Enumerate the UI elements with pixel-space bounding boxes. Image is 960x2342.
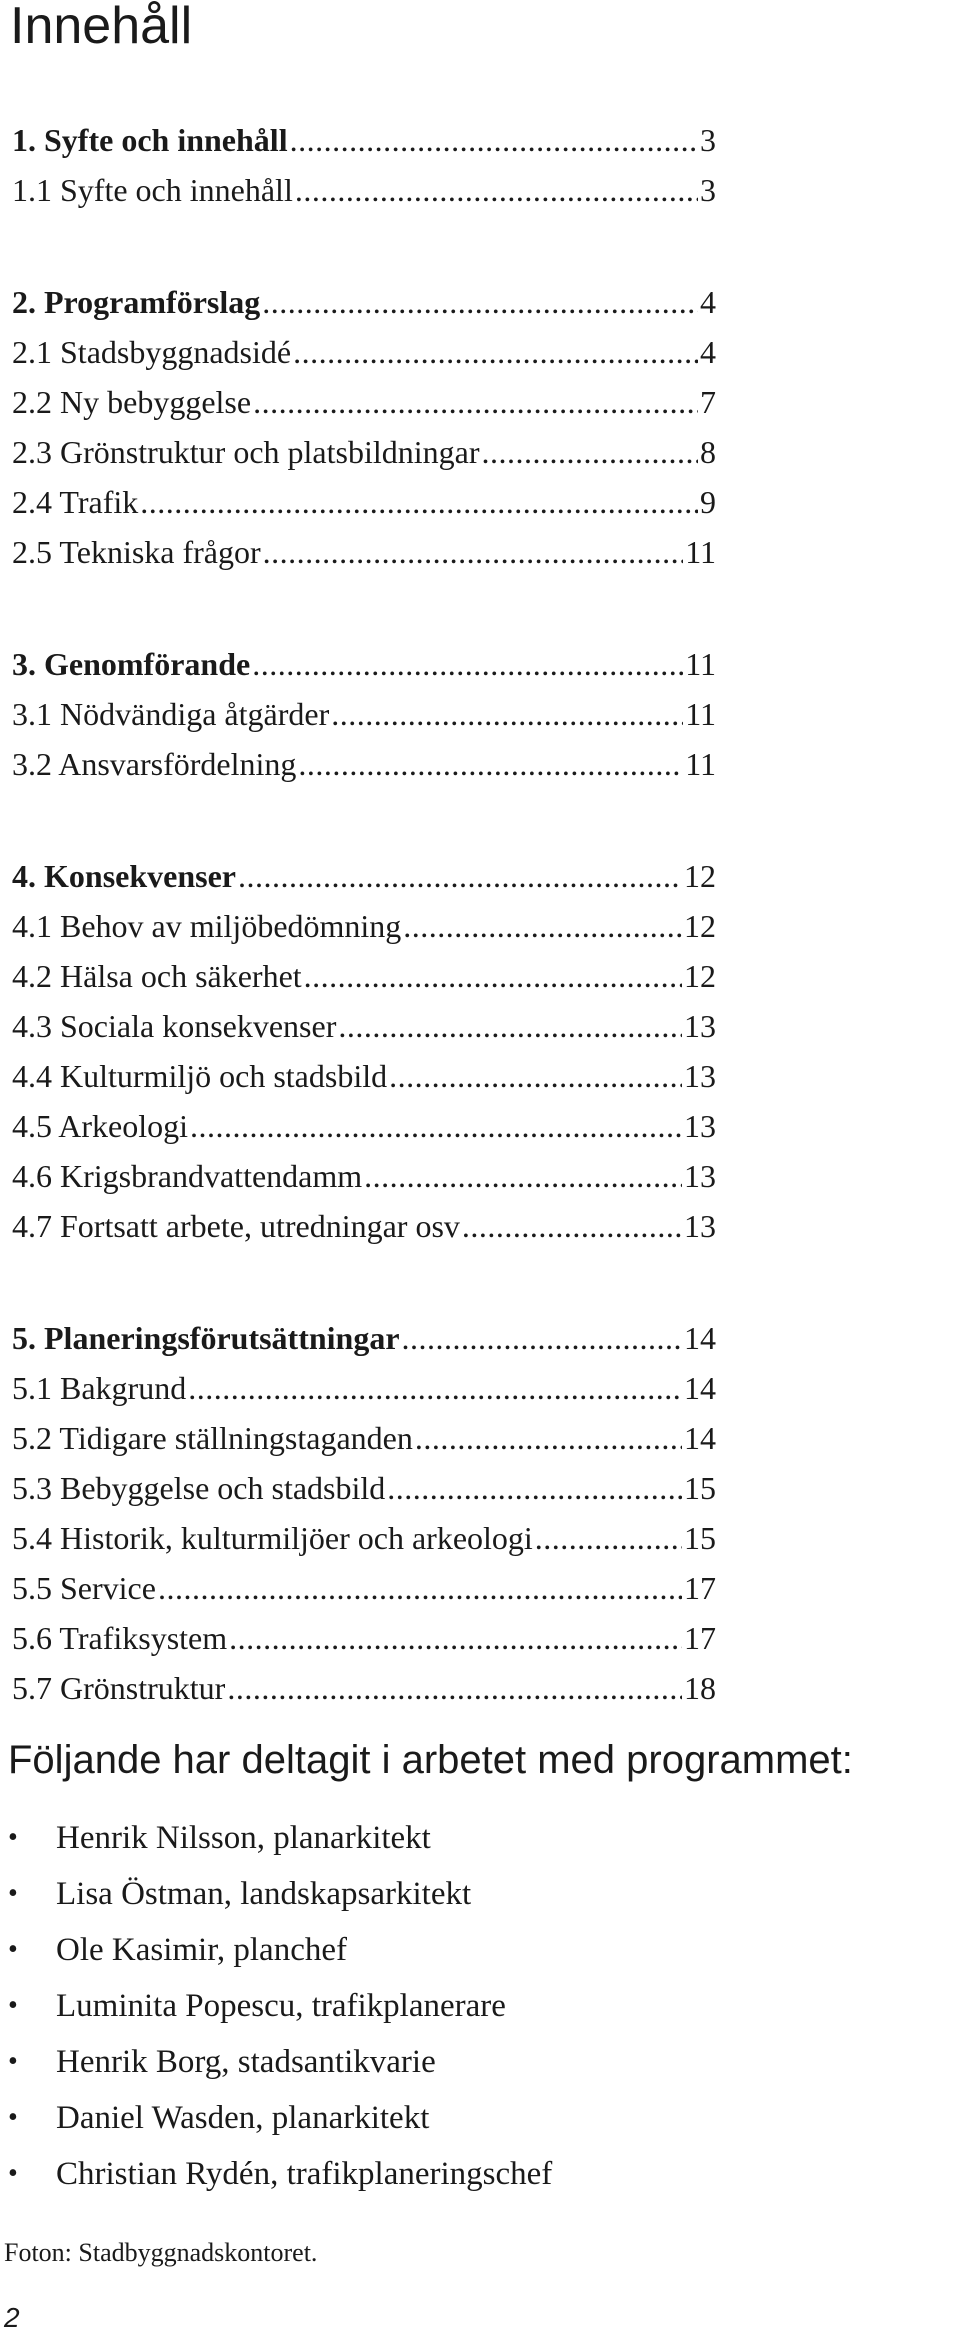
toc-entry[interactable]: [12, 482, 716, 522]
toc-dot-leader: [402, 1318, 682, 1358]
participant-name: Ole Kasimir, planchef: [56, 1931, 347, 1968]
bullet-icon: •: [8, 1822, 18, 1853]
toc-entry[interactable]: [12, 1568, 716, 1608]
toc-dot-leader: [140, 482, 698, 522]
participant-item: [0, 1978, 506, 2034]
toc-entry[interactable]: [12, 856, 716, 896]
toc-entry-page: 17: [684, 1570, 716, 1606]
bullet-icon: •: [8, 1934, 18, 1965]
toc-entry-page: 13: [684, 1158, 716, 1194]
toc-entry[interactable]: [12, 1368, 716, 1408]
participant-name: Henrik Borg, stadsantikvarie: [56, 2043, 436, 2080]
participant-name: Christian Rydén, trafikplaneringschef: [56, 2155, 553, 2192]
toc-entry-page: 8: [700, 434, 716, 470]
toc-entry[interactable]: [12, 906, 716, 946]
toc-entry[interactable]: [12, 644, 716, 684]
toc-dot-leader: [295, 170, 698, 210]
toc-entry-page: 13: [684, 1058, 716, 1094]
toc-dot-leader: [304, 956, 682, 996]
toc-entry-label: 5.4 Historik, kulturmiljöer och arkeologi: [12, 1520, 533, 1556]
toc-entry-page: 12: [684, 858, 716, 894]
toc-entry-page: 11: [685, 646, 716, 682]
toc-entry[interactable]: [12, 1518, 716, 1558]
toc-entry-page: 4: [700, 334, 716, 370]
bullet-icon: •: [8, 2046, 18, 2077]
participant-item: [0, 2090, 429, 2146]
toc-entry-label: 4.2 Hälsa och säkerhet: [12, 958, 302, 994]
toc-entry-page: 15: [684, 1470, 716, 1506]
toc-entry[interactable]: [12, 956, 716, 996]
toc-entry-label: 3.2 Ansvarsfördelning: [12, 746, 297, 782]
toc-entry-label: 4.7 Fortsatt arbete, utredningar osv: [12, 1208, 460, 1244]
toc-entry-label: 4.3 Sociala konsekvenser: [12, 1008, 337, 1044]
toc-dot-leader: [387, 1468, 682, 1508]
toc-entry[interactable]: [12, 332, 716, 372]
toc-entry-label: 5.6 Trafiksystem: [12, 1620, 228, 1656]
toc-entry-page: 11: [685, 696, 716, 732]
toc-dot-leader: [293, 332, 698, 372]
toc-entry[interactable]: [12, 1206, 716, 1246]
toc-entry-page: 9: [700, 484, 716, 520]
toc-entry-page: 13: [684, 1108, 716, 1144]
toc-entry-label: 2. Programförslag: [12, 284, 261, 320]
toc-entry-label: 4.1 Behov av miljöbedömning: [12, 908, 402, 944]
toc-entry-page: 4: [700, 284, 716, 320]
toc-entry[interactable]: [12, 1056, 716, 1096]
participant-item: [0, 1810, 431, 1866]
toc-entry-label: 3.1 Nödvändiga åtgärder: [12, 696, 330, 732]
photo-credit: Foton: Stadbyggnadskontoret.: [4, 2238, 318, 2267]
toc-entry-label: 2.1 Stadsbyggnadsidé: [12, 334, 292, 370]
participant-name: Luminita Popescu, trafikplanerare: [56, 1987, 506, 2024]
participant-name: Daniel Wasden, planarkitekt: [56, 2099, 430, 2136]
toc-entry-page: 14: [684, 1370, 716, 1406]
toc-entry-label: 1.1 Syfte och innehåll: [12, 172, 293, 208]
toc-entry-label: 2.5 Tekniska frågor: [12, 534, 261, 570]
toc-entry-page: 3: [700, 122, 716, 158]
page-title: Innehåll: [10, 0, 193, 55]
participant-item: [0, 2034, 436, 2090]
participant-name: Lisa Östman, landskapsarkitekt: [56, 1875, 472, 1912]
toc-entry[interactable]: [12, 694, 716, 734]
toc-dot-leader: [229, 1618, 682, 1658]
toc-entry-label: 2.2 Ny bebyggelse: [12, 384, 252, 420]
toc-entry-page: 17: [684, 1620, 716, 1656]
toc-entry[interactable]: [12, 170, 716, 210]
toc-entry[interactable]: [12, 1106, 716, 1146]
toc-entry-page: 15: [684, 1520, 716, 1556]
toc-entry[interactable]: [12, 532, 716, 572]
bullet-icon: •: [8, 1878, 18, 1909]
toc-entry-label: 5.3 Bebyggelse och stadsbild: [12, 1470, 386, 1506]
toc-entry-label: 3. Genomförande: [12, 646, 251, 682]
toc-dot-leader: [403, 906, 682, 946]
toc-entry[interactable]: [12, 1006, 716, 1046]
toc-entry-label: 4.5 Arkeologi: [12, 1108, 188, 1144]
toc-entry-label: 5.1 Bakgrund: [12, 1370, 187, 1406]
bullet-icon: •: [8, 2158, 18, 2189]
toc-entry-label: 5.7 Grönstruktur: [12, 1670, 226, 1706]
toc-dot-leader: [263, 532, 684, 572]
toc-entry[interactable]: [12, 382, 716, 422]
toc-dot-leader: [190, 1106, 682, 1146]
toc-entry-page: 14: [684, 1420, 716, 1456]
toc-dot-leader: [338, 1006, 682, 1046]
toc-entry-label: 4. Konsekvenser: [12, 858, 236, 894]
toc-entry-page: 12: [684, 958, 716, 994]
participant-item: [0, 2146, 552, 2202]
toc-dot-leader: [188, 1368, 682, 1408]
toc-dot-leader: [462, 1206, 682, 1246]
toc-entry-label: 2.3 Grönstruktur och platsbildningar: [12, 434, 480, 470]
toc-dot-leader: [227, 1668, 682, 1708]
toc-entry-page: 14: [684, 1320, 716, 1356]
toc-entry[interactable]: [12, 1156, 716, 1196]
bullet-icon: •: [8, 1990, 18, 2021]
page-number: 2: [4, 2302, 20, 2333]
toc-entry[interactable]: [12, 1668, 716, 1708]
toc-dot-leader: [158, 1568, 682, 1608]
toc-entry-page: 3: [700, 172, 716, 208]
toc-entry-page: 13: [684, 1008, 716, 1044]
toc-dot-leader: [262, 282, 698, 322]
toc-entry-label: 2.4 Trafik: [12, 484, 139, 520]
participants-heading: Följande har deltagit i arbetet med programmet:: [8, 1738, 853, 1782]
toc-dot-leader: [535, 1518, 682, 1558]
toc-entry[interactable]: [12, 744, 716, 784]
toc-dot-leader: [238, 856, 682, 896]
toc-entry[interactable]: [12, 432, 716, 472]
toc-entry-label: 5.5 Service: [12, 1570, 156, 1606]
toc-dot-leader: [298, 744, 683, 784]
toc-dot-leader: [364, 1156, 682, 1196]
toc-entry[interactable]: [12, 1418, 716, 1458]
participant-item: [0, 1866, 471, 1922]
toc-dot-leader: [415, 1418, 682, 1458]
toc-entry-page: 13: [684, 1208, 716, 1244]
toc-dot-leader: [331, 694, 683, 734]
toc-dot-leader: [253, 382, 698, 422]
toc-entry-label: 5.2 Tidigare ställningstaganden: [12, 1420, 413, 1456]
toc-dot-leader: [252, 644, 683, 684]
toc-dot-leader: [481, 432, 698, 472]
toc-entry[interactable]: [12, 1318, 716, 1358]
toc-entry-label: 1. Syfte och innehåll: [12, 122, 288, 158]
toc-entry-label: 4.6 Krigsbrandvattendamm: [12, 1158, 363, 1194]
toc-entry-page: 11: [685, 746, 716, 782]
toc-entry-label: 4.4 Kulturmiljö och stadsbild: [12, 1058, 388, 1094]
bullet-icon: •: [8, 2102, 18, 2133]
toc-dot-leader: [290, 120, 698, 160]
toc-entry[interactable]: [12, 120, 716, 160]
toc-entry[interactable]: [12, 282, 716, 322]
toc-dot-leader: [389, 1056, 682, 1096]
toc-entry-page: 7: [700, 384, 716, 420]
toc-entry-page: 18: [684, 1670, 716, 1706]
toc-entry-page: 11: [685, 534, 716, 570]
participant-name: Henrik Nilsson, planarkitekt: [56, 1819, 431, 1856]
participant-item: [0, 1922, 347, 1978]
toc-entry[interactable]: [12, 1468, 716, 1508]
toc-entry-page: 12: [684, 908, 716, 944]
toc-entry[interactable]: [12, 1618, 716, 1658]
toc-entry-label: 5. Planeringsförutsättningar: [12, 1320, 400, 1356]
